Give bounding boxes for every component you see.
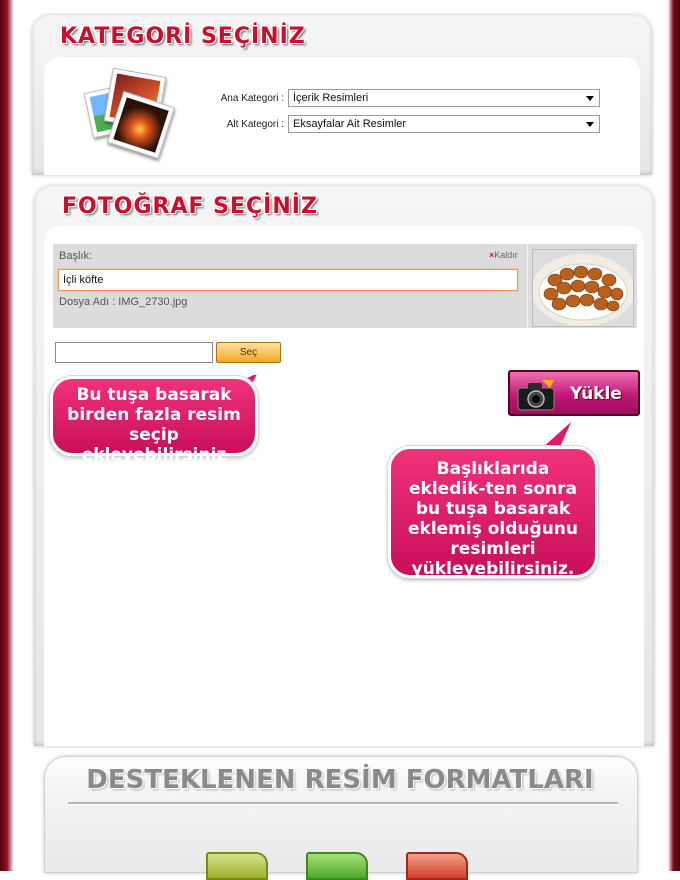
file-input[interactable] — [55, 342, 213, 363]
category-panel-title: KATEGORİ SEÇİNİZ — [60, 24, 306, 49]
upload-button-label: Yükle — [570, 384, 622, 404]
left-edge-decoration — [0, 0, 14, 871]
main-category-select[interactable] — [288, 89, 600, 107]
camera-icon — [516, 378, 556, 412]
file-format-icon — [206, 852, 268, 880]
photo-thumbnail — [532, 249, 634, 327]
sub-category-select[interactable] — [288, 115, 600, 133]
caption-input[interactable] — [58, 269, 518, 291]
remove-label: Kaldır — [494, 250, 518, 260]
sub-category-value: Eksayfalar Ait Resimler — [293, 118, 407, 130]
file-format-icon — [406, 852, 468, 880]
photo-panel-title: FOTOĞRAF SEÇİNİZ — [62, 194, 318, 219]
caption-label: Başlık: — [59, 250, 93, 262]
filename-text: Dosya Adı : IMG_2730.jpg — [59, 296, 188, 308]
select-hint: Bu tuşa basarak birden fazla resim seçip ekleyebilirsiniz — [50, 376, 258, 456]
formats-title: DESTEKLENEN RESİM FORMATLARI — [86, 765, 594, 795]
photo-stack-icon — [84, 66, 174, 158]
main-category-label: Ana Kategori : — [220, 93, 284, 104]
formats-divider — [68, 802, 618, 804]
upload-hint: Başlıklarıda ekledik-ten sonra bu tuşa basarak eklemiş olduğunu resimleri yükleyebilirsiniz. — [388, 446, 598, 578]
select-files-button[interactable]: Seç — [216, 342, 281, 363]
sub-category-label: Alt Kategori : — [226, 119, 284, 130]
upload-button[interactable] — [508, 370, 640, 416]
file-format-icon — [306, 852, 368, 880]
chevron-down-icon — [586, 96, 594, 101]
remove-x-icon: × — [489, 250, 495, 260]
chevron-down-icon — [586, 122, 594, 127]
main-category-value: İçerik Resimleri — [293, 92, 369, 104]
right-edge-decoration — [668, 0, 680, 871]
remove-link[interactable] — [489, 250, 518, 260]
